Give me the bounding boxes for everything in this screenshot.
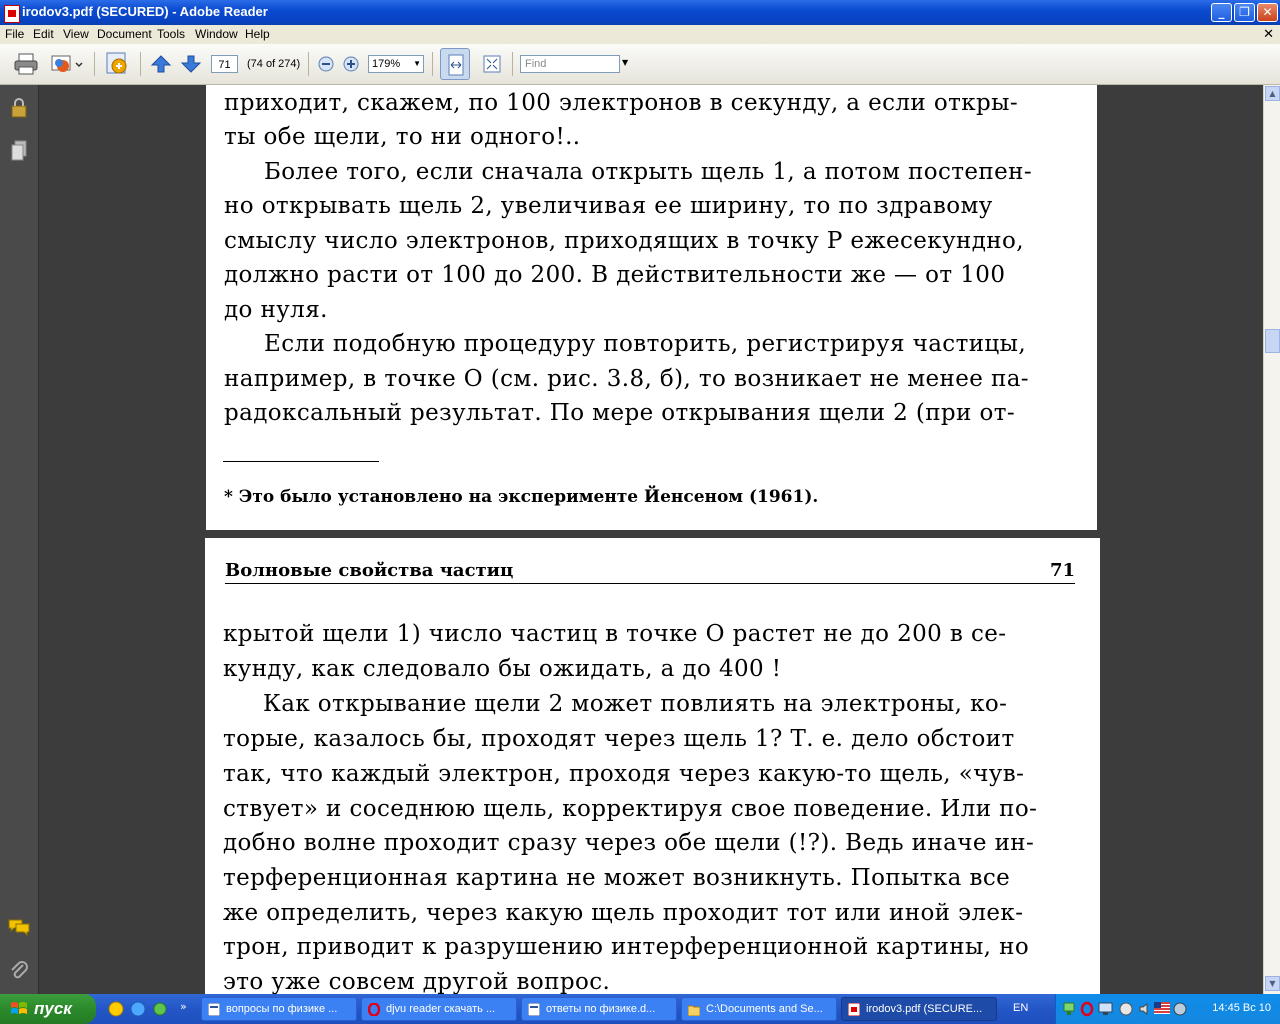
title-bar xyxy=(0,0,1280,25)
text-line: радоксальный результат. По мере открывания щели 2 (при от- xyxy=(224,400,1016,426)
attachment-icon[interactable] xyxy=(9,959,29,981)
minimize-button[interactable]: _ xyxy=(1211,3,1232,22)
pdf-page xyxy=(206,85,1097,530)
page-count-label: (74 of 274) xyxy=(247,58,301,70)
clock[interactable]: 14:45 Вс 10 xyxy=(1212,1002,1271,1014)
taskbar-item-explorer[interactable] xyxy=(681,997,837,1021)
taskbar xyxy=(0,994,1280,1024)
text-line: например, в точке O (см. рис. 3.8, б), то возникает не менее па- xyxy=(224,366,1029,392)
text-line: должно расти от 100 до 200. В действительности же — от 100 xyxy=(224,262,1006,288)
running-header xyxy=(225,560,1075,584)
chevron-right-icon[interactable]: » xyxy=(180,1000,187,1013)
word-document-icon xyxy=(208,1003,220,1016)
fit-width-icon xyxy=(447,54,465,76)
language-indicator[interactable]: EN xyxy=(1013,1002,1029,1014)
scroll-up-icon[interactable]: ▲ xyxy=(1265,86,1280,101)
text-line: торые, казалось бы, проходят через щель 1? Т. е. дело обстоит xyxy=(223,726,1015,752)
text-line: трон, приводит к разрушению интерференционной картины, но xyxy=(223,934,1030,960)
taskbar-item-label: irodov3.pdf (SECURE... xyxy=(866,1003,983,1015)
text-line: так, что каждый электрон, проходя через какую-то щель, «чув- xyxy=(223,761,1025,787)
toolbar-separator xyxy=(308,52,309,76)
volume-icon[interactable] xyxy=(1138,1001,1154,1017)
page-number-input[interactable]: 71 xyxy=(211,55,238,73)
windows-flag-icon xyxy=(10,1001,28,1017)
start-label: пуск xyxy=(34,999,72,1018)
email-icon[interactable] xyxy=(50,53,84,75)
menu-tools[interactable]: Tools xyxy=(157,27,186,41)
text-line: приходит, скажем, по 100 электронов в секунду, а если откры- xyxy=(224,90,1019,116)
text-line: это уже совсем другой вопрос. xyxy=(223,969,611,994)
network-icon[interactable] xyxy=(1062,1001,1076,1017)
lock-icon[interactable] xyxy=(9,97,29,119)
opera-icon xyxy=(368,1003,380,1016)
menu-document[interactable]: Document xyxy=(97,27,152,41)
taskbar-item-opera[interactable] xyxy=(361,997,517,1021)
document-view[interactable] xyxy=(39,85,1263,994)
toolbar-separator xyxy=(432,52,433,76)
zoom-value: 179% xyxy=(372,58,401,70)
taskbar-item-label: C:\Documents and Se... xyxy=(706,1003,823,1015)
taskbar-item-word-1[interactable] xyxy=(201,997,357,1021)
pages-icon[interactable] xyxy=(9,140,29,162)
text-line: Как открывание щели 2 может повлиять на электроны, ко- xyxy=(263,691,1008,717)
maximize-button[interactable]: ❐ xyxy=(1234,3,1255,22)
previous-page-icon[interactable] xyxy=(150,54,172,74)
vertical-scrollbar[interactable] xyxy=(1263,85,1280,994)
monitor-icon[interactable] xyxy=(1098,1001,1114,1017)
chapter-title: Волновые свойства частиц xyxy=(225,560,514,581)
taskbar-item-label: ответы по физике.d... xyxy=(546,1003,656,1015)
taskbar-item-label: djvu reader скачать ... xyxy=(386,1003,496,1015)
menu-window[interactable]: Window xyxy=(195,27,238,41)
text-line: добно волне проходит сразу через обе щели (!?). Ведь иначе ин- xyxy=(223,830,1035,856)
toolbar-separator xyxy=(512,52,513,76)
toolbar xyxy=(0,44,1280,85)
close-button[interactable]: ✕ xyxy=(1257,3,1278,22)
pdf-icon xyxy=(848,1003,860,1016)
taskbar-item-adobe-reader[interactable] xyxy=(841,997,997,1021)
fit-width-button[interactable] xyxy=(440,48,470,80)
system-tray xyxy=(1055,994,1280,1024)
scroll-down-icon[interactable]: ▼ xyxy=(1265,976,1280,991)
page-number: 71 xyxy=(1049,560,1075,581)
chevron-down-icon[interactable]: ▼ xyxy=(622,58,629,67)
icq-icon[interactable] xyxy=(152,1001,168,1017)
zoom-in-icon[interactable] xyxy=(343,56,359,72)
menu-edit[interactable]: Edit xyxy=(33,27,54,41)
fit-page-icon xyxy=(482,54,502,74)
footnote: * Это было установлено на эксперименте Йенсеном (1961). xyxy=(224,487,819,507)
text-line: но открывать щель 2, увеличивая ее ширину, то по здравому xyxy=(224,193,993,219)
zoom-out-icon[interactable] xyxy=(318,56,334,72)
pdf-page xyxy=(205,538,1100,994)
start-button[interactable] xyxy=(0,994,96,1024)
word-document-icon xyxy=(528,1003,540,1016)
chevron-down-icon: ▼ xyxy=(413,59,421,68)
text-line: Более того, если сначала открыть щель 1, а потом постепен- xyxy=(264,159,1033,185)
window-title: irodov3.pdf (SECURED) - Adobe Reader xyxy=(22,4,268,19)
text-line: ты обе щели, то ни одного!.. xyxy=(224,124,581,150)
browser-icon[interactable] xyxy=(130,1001,146,1017)
taskbar-item-word-2[interactable] xyxy=(521,997,677,1021)
agent-icon[interactable] xyxy=(1118,1001,1134,1017)
toolbar-separator xyxy=(140,52,141,76)
folder-icon xyxy=(688,1003,700,1016)
find-input[interactable]: Find xyxy=(520,55,620,73)
document-close-icon[interactable]: ✕ xyxy=(1263,26,1274,41)
fit-page-button[interactable] xyxy=(476,48,506,80)
menu-view[interactable]: View xyxy=(63,27,89,41)
text-line: крытой щели 1) число частиц в точке O растет не до 200 в се- xyxy=(223,621,1007,647)
print-icon[interactable] xyxy=(14,53,38,75)
toolbar-separator xyxy=(94,52,95,76)
text-line: кунду, как следовало бы ожидать, а до 400 ! xyxy=(223,656,782,682)
scroll-thumb[interactable] xyxy=(1265,329,1280,353)
us-flag-icon[interactable] xyxy=(1154,1002,1170,1016)
menu-file[interactable]: File xyxy=(5,27,25,41)
menu-bar xyxy=(0,25,1280,44)
opera-tray-icon[interactable] xyxy=(1080,1001,1094,1017)
next-page-icon[interactable] xyxy=(180,54,202,74)
footnote-rule xyxy=(223,461,379,462)
zoom-select[interactable] xyxy=(368,55,424,73)
comments-icon[interactable] xyxy=(7,917,31,937)
text-line: ствует» и соседнюю щель, корректируя свое поведение. Или по- xyxy=(223,796,1038,822)
text-line: Если подобную процедуру повторить, регистрируя частицы, xyxy=(264,331,1027,357)
navigation-pane xyxy=(0,85,39,994)
adobe-reader-icon xyxy=(4,5,20,23)
collaborate-icon[interactable] xyxy=(104,51,130,77)
quicklaunch-icon[interactable] xyxy=(108,1001,124,1017)
menu-help[interactable]: Help xyxy=(245,27,270,41)
text-line: же определить, через какую щель проходит тот или иной элек- xyxy=(223,900,1024,926)
text-line: терференционная картина не может возникнуть. Попытка все xyxy=(223,865,1011,891)
text-line: до нуля. xyxy=(224,297,328,323)
update-icon[interactable] xyxy=(1172,1001,1188,1017)
taskbar-item-label: вопросы по физике ... xyxy=(226,1003,338,1015)
text-line: смыслу число электронов, приходящих в точку P ежесекундно, xyxy=(224,228,1024,254)
